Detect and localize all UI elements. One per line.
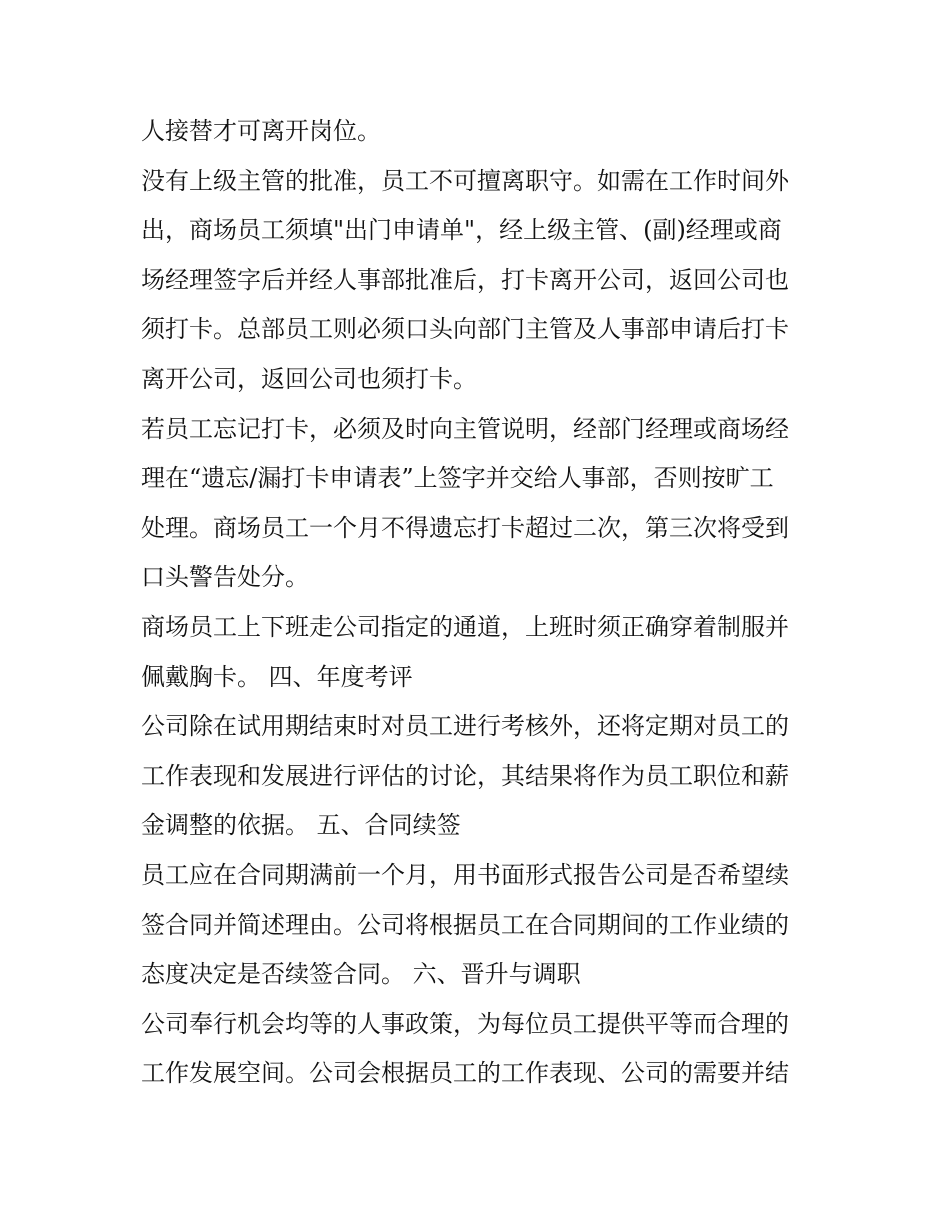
text-line: 处理。商场员工一个月不得遗忘打卡超过二次，第三次将受到	[141, 513, 789, 542]
text-line: 公司除在试用期结束时对员工进行考核外，还将定期对员工的	[141, 712, 789, 741]
text-line: 离开公司，返回公司也须打卡。	[141, 364, 477, 393]
text-line: 口头警告处分。	[141, 563, 309, 592]
text-line: 没有上级主管的批准，员工不可擅离职守。如需在工作时间外	[141, 166, 789, 195]
text-line: 场经理签字后并经人事部批准后，打卡离开公司，返回公司也	[141, 265, 789, 294]
text-line: 须打卡。总部员工则必须口头向部门主管及人事部申请后打卡	[141, 315, 789, 344]
text-line: 态度决定是否续签合同。 六、晋升与调职	[141, 960, 581, 989]
text-line: 商场员工上下班走公司指定的通道，上班时须正确穿着制服并	[141, 612, 789, 641]
text-line: 佩戴胸卡。 四、年度考评	[141, 662, 413, 691]
text-line: 员工应在合同期满前一个月，用书面形式报告公司是否希望续	[141, 860, 789, 889]
text-line: 金调整的依据。 五、合同续签	[141, 811, 461, 840]
text-line: 出，商场员工须填"出门申请单"，经上级主管、(副)经理或商	[141, 216, 782, 245]
text-line: 签合同并简述理由。公司将根据员工在合同期间的工作业绩的	[141, 910, 789, 939]
text-line: 人接替才可离开岗位。	[141, 117, 381, 145]
text-line: 工作发展空间。公司会根据员工的工作表现、公司的需要并结	[141, 1059, 789, 1088]
text-line: 理在“遗忘/漏打卡申请表”上签字并交给人事部，否则按旷工	[141, 464, 774, 493]
text-line: 公司奉行机会均等的人事政策，为每位员工提供平等而合理的	[141, 1009, 789, 1038]
text-line: 若员工忘记打卡，必须及时向主管说明，经部门经理或商场经	[141, 414, 789, 443]
text-line: 工作表现和发展进行评估的讨论，其结果将作为员工职位和薪	[141, 761, 789, 790]
document-body	[141, 107, 813, 1099]
